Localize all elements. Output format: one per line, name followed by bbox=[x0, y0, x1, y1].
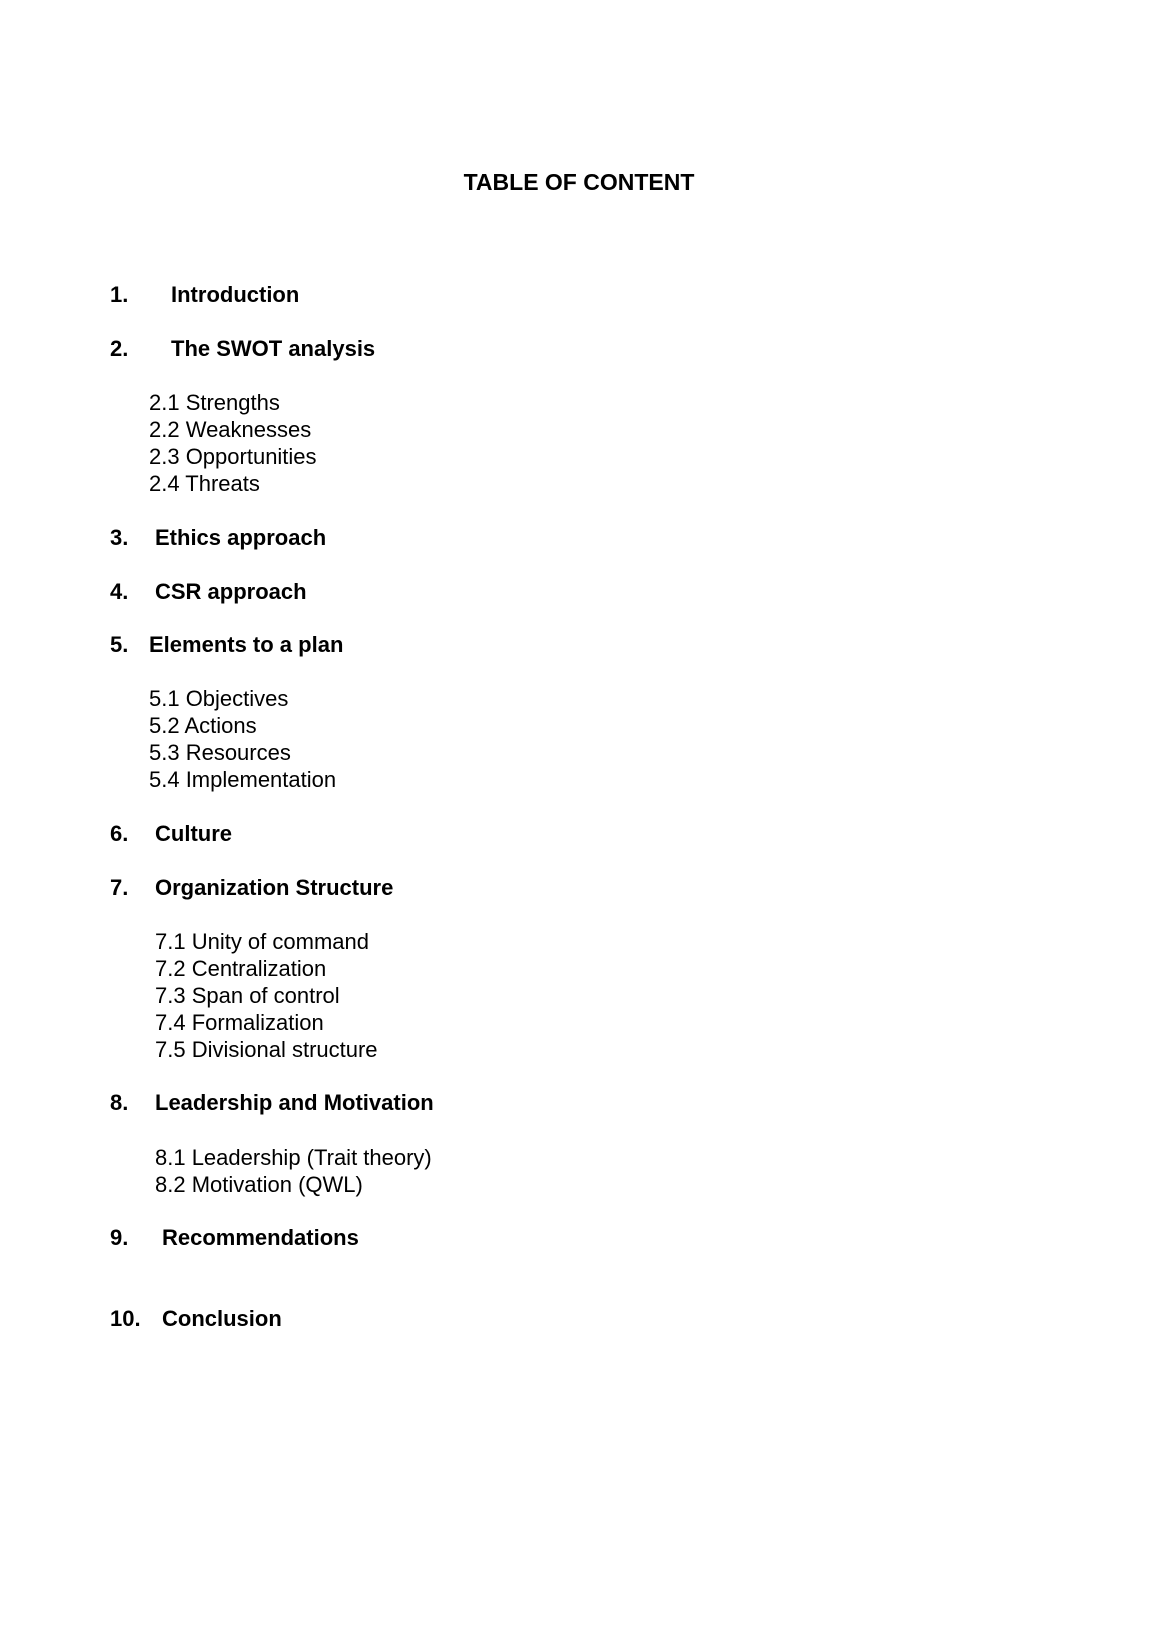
section-label: CSR approach bbox=[155, 579, 307, 604]
section-number: 3. bbox=[110, 525, 129, 550]
section-label: Recommendations bbox=[162, 1225, 359, 1250]
toc-subsection: 7.1 Unity of command bbox=[155, 929, 369, 954]
toc-subsection: 7.4 Formalization bbox=[155, 1010, 324, 1035]
toc-subsection: 2.4 Threats bbox=[149, 471, 260, 496]
section-number: 1. bbox=[110, 282, 129, 307]
toc-subsection: 2.3 Opportunities bbox=[149, 444, 317, 469]
toc-subsection: 8.1 Leadership (Trait theory) bbox=[155, 1145, 432, 1170]
section-number: 5. bbox=[110, 632, 129, 657]
section-label: Introduction bbox=[171, 282, 300, 307]
section-label: Ethics approach bbox=[155, 525, 327, 550]
section-number: 8. bbox=[110, 1090, 129, 1115]
section-number: 2. bbox=[110, 336, 129, 361]
toc-subsection: 5.2 Actions bbox=[149, 713, 257, 738]
toc-subsection: 5.4 Implementation bbox=[149, 767, 337, 792]
toc-subsection: 5.3 Resources bbox=[149, 740, 291, 765]
section-number: 9. bbox=[110, 1225, 129, 1250]
section-label: Conclusion bbox=[162, 1306, 282, 1331]
section-label: Elements to a plan bbox=[149, 632, 344, 657]
section-label: Organization Structure bbox=[155, 875, 394, 900]
section-number: 6. bbox=[110, 821, 129, 846]
toc-subsection: 8.2 Motivation (QWL) bbox=[155, 1172, 363, 1197]
page-title: TABLE OF CONTENT bbox=[463, 169, 695, 195]
toc-subsection: 5.1 Objectives bbox=[149, 686, 289, 711]
toc-subsection: 2.1 Strengths bbox=[149, 390, 280, 415]
section-label: Culture bbox=[155, 821, 232, 846]
toc-subsection: 7.5 Divisional structure bbox=[155, 1037, 378, 1062]
section-number: 4. bbox=[110, 579, 129, 604]
section-label: The SWOT analysis bbox=[171, 336, 376, 361]
toc-subsection: 7.2 Centralization bbox=[155, 956, 327, 981]
section-label: Leadership and Motivation bbox=[155, 1090, 434, 1115]
toc-subsection: 2.2 Weaknesses bbox=[149, 417, 312, 442]
toc-subsection: 7.3 Span of control bbox=[155, 983, 340, 1008]
section-number: 7. bbox=[110, 875, 129, 900]
section-number: 10. bbox=[110, 1306, 141, 1331]
